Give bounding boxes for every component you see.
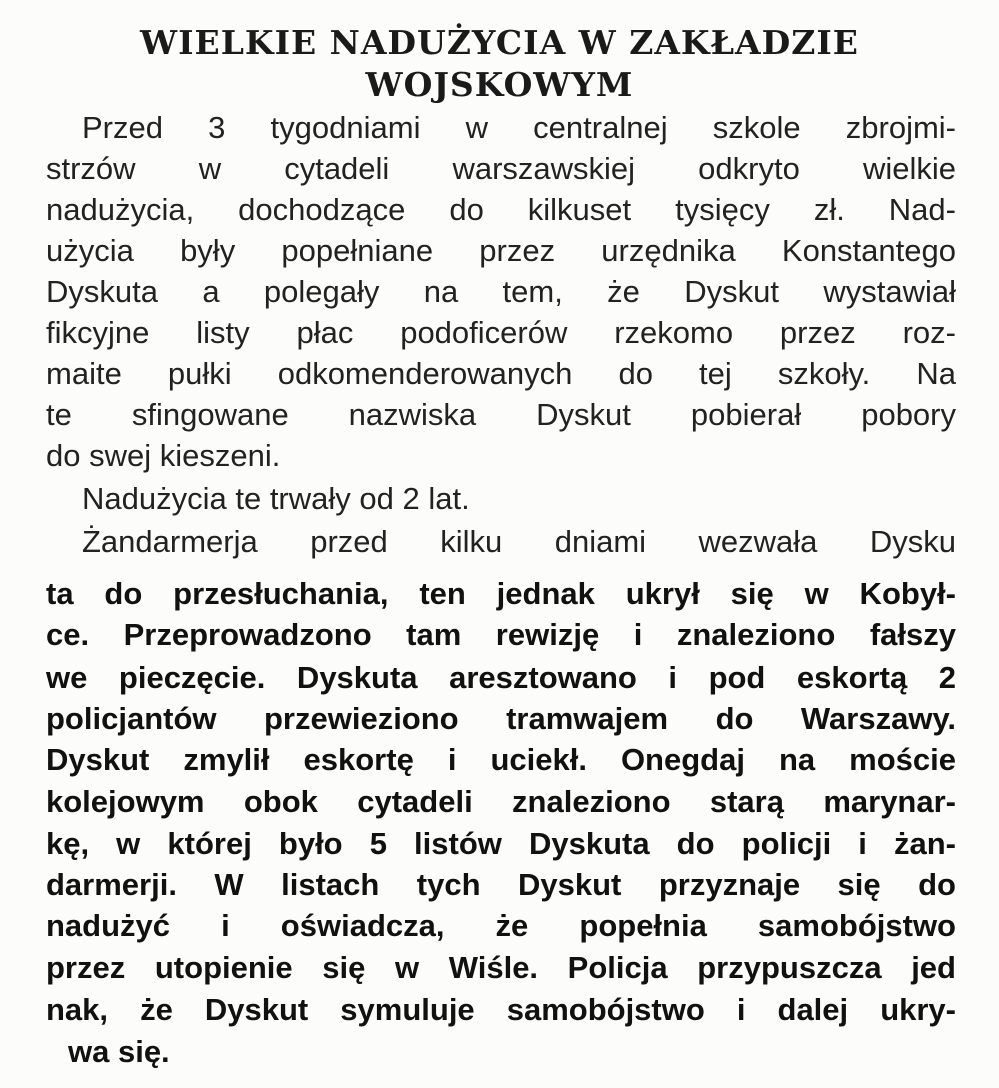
article-line: kę, w której było 5 listów Dyskuta do policji i żan- [46, 826, 956, 861]
article-line: fikcyjne listy płac podoficerów rzekomo przez roz- [46, 315, 956, 350]
article-line: Dyskuta a polegały na tem, że Dyskut wystawiał [46, 274, 956, 309]
article-line: przez utopienie się w Wiśle. Policja przypuszcza jed [46, 950, 956, 985]
article-line: Żandarmerja przed kilku dniami wezwała Dysku [82, 524, 956, 559]
article-line: darmerji. W listach tych Dyskut przyznaje się do [46, 867, 956, 902]
article-line: te sfingowane nazwiska Dyskut pobierał pobory [46, 397, 956, 432]
article-line: Nadużycia te trwały od 2 lat. [82, 481, 470, 516]
article-line: Przed 3 tygodniami w centralnej szkole zbrojmi- [82, 110, 956, 145]
headline-line-2: WOJSKOWYM [365, 65, 634, 104]
article-line: policjantów przewieziono tramwajem do Warszawy. [46, 701, 956, 736]
article-line: użycia były popełniane przez urzędnika Konstantego [46, 233, 956, 268]
article-line: maite pułki odkomenderowanych do tej szkoły. Na [46, 356, 956, 391]
article-line: wa się. [68, 1034, 170, 1069]
article-line: nadużycia, dochodzące do kilkuset tysięcy zł. Nad- [46, 192, 956, 227]
article-line: nak, że Dyskut symuluje samobójstwo i dalej ukry- [46, 992, 956, 1027]
headline-line-1: WIELKIE NADUŻYCIA W ZAKŁADZIE [140, 23, 859, 62]
article-line: do swej kieszeni. [46, 438, 281, 473]
article-line: strzów w cytadeli warszawskiej odkryto wielkie [46, 151, 956, 186]
article-line: kolejowym obok cytadeli znaleziono starą marynar- [46, 784, 956, 819]
article-line: nadużyć i oświadcza, że popełnia samobójstwo [46, 908, 956, 943]
article-line: we pieczęcie. Dyskuta aresztowano i pod eskortą 2 [46, 660, 956, 695]
article-line: Dyskut zmylił eskortę i uciekł. Onegdaj na moście [46, 742, 956, 777]
article-line: ta do przesłuchania, ten jednak ukrył się w Kobył- [46, 576, 956, 611]
article-line: ce. Przeprowadzono tam rewizję i znaleziono fałszy [46, 617, 956, 652]
